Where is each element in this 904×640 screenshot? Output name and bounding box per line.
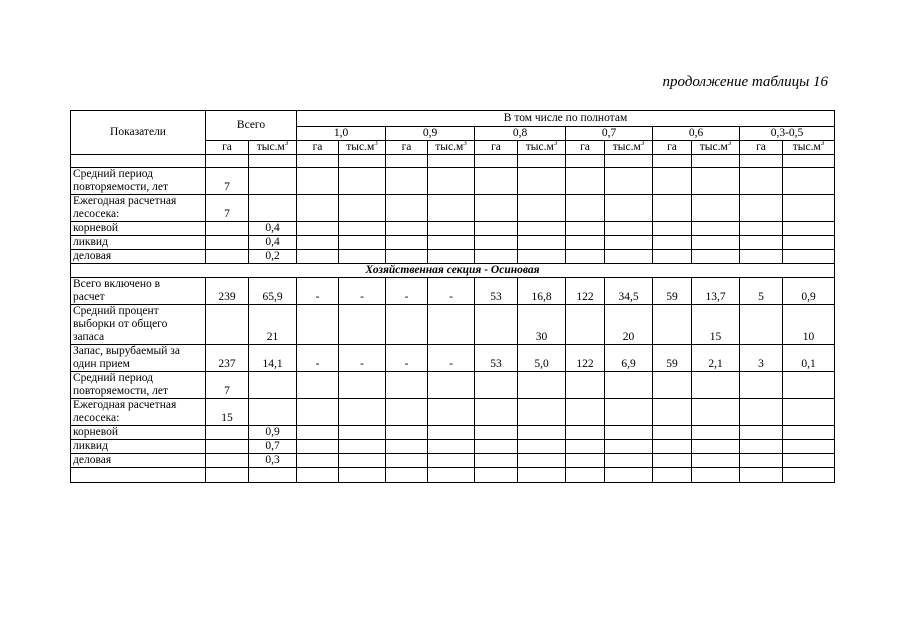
section-title: Хозяйственная секция - Осиновая — [71, 264, 835, 278]
value-cell — [297, 250, 339, 264]
value-cell: 20 — [605, 305, 653, 345]
unit-volume-header: $тыс.м^3$ — [783, 141, 835, 155]
value-cell — [740, 222, 783, 236]
table-row — [71, 168, 835, 195]
value-cell: - — [428, 278, 475, 305]
value-cell: - — [386, 278, 428, 305]
value-cell — [206, 454, 249, 468]
unit-ha-header: га — [297, 141, 339, 155]
empty-cell — [475, 468, 518, 483]
value-cell — [339, 250, 386, 264]
value-cell — [653, 372, 692, 399]
empty-cell — [249, 468, 297, 483]
value-cell — [783, 236, 835, 250]
empty-cell — [206, 155, 249, 168]
row-label: Всего включено в расчет — [71, 278, 206, 305]
value-cell — [428, 250, 475, 264]
value-cell — [783, 250, 835, 264]
table-row — [71, 345, 835, 372]
empty-cell — [386, 468, 428, 483]
value-cell: 0,9 — [249, 426, 297, 440]
table-row — [71, 399, 835, 426]
unit-volume-header: $тыс.м^3$ — [605, 141, 653, 155]
table-row — [71, 440, 835, 454]
value-cell — [653, 236, 692, 250]
value-cell — [249, 399, 297, 426]
value-cell — [339, 195, 386, 222]
value-cell — [692, 195, 740, 222]
unit-volume-header: $тыс.м^3$ — [339, 141, 386, 155]
value-cell — [783, 372, 835, 399]
row-label: Средний период повторяемости, лет — [71, 168, 206, 195]
row-label: корневой — [71, 426, 206, 440]
value-cell — [475, 195, 518, 222]
value-cell — [386, 440, 428, 454]
header-total: Всего — [206, 111, 297, 141]
unit-ha-header: га — [475, 141, 518, 155]
table-row — [71, 195, 835, 222]
value-cell — [566, 454, 605, 468]
value-cell: - — [339, 278, 386, 305]
empty-row — [71, 468, 835, 483]
value-cell — [475, 222, 518, 236]
unit-volume-header: $тыс.м^3$ — [518, 141, 566, 155]
value-cell — [566, 372, 605, 399]
value-cell — [653, 250, 692, 264]
value-cell: 0,4 — [249, 236, 297, 250]
value-cell — [740, 399, 783, 426]
value-cell — [653, 426, 692, 440]
value-cell — [740, 250, 783, 264]
value-cell — [653, 399, 692, 426]
value-cell — [386, 195, 428, 222]
unit-volume-header: $тыс.м^3$ — [692, 141, 740, 155]
unit-volume-header: $тыс.м^3$ — [428, 141, 475, 155]
empty-cell — [339, 468, 386, 483]
value-cell — [518, 195, 566, 222]
value-cell — [386, 222, 428, 236]
row-label: Ежегодная расчетная лесосека: — [71, 399, 206, 426]
value-cell — [783, 426, 835, 440]
value-cell: - — [339, 345, 386, 372]
value-cell — [605, 440, 653, 454]
value-cell — [566, 168, 605, 195]
empty-cell — [71, 468, 206, 483]
value-cell — [653, 454, 692, 468]
value-cell — [605, 168, 653, 195]
value-cell — [428, 454, 475, 468]
value-cell — [566, 426, 605, 440]
value-cell — [783, 399, 835, 426]
empty-cell — [605, 468, 653, 483]
empty-cell — [653, 468, 692, 483]
density-header: 0,3-0,5 — [740, 127, 835, 141]
density-header: 0,7 — [566, 127, 653, 141]
value-cell: 21 — [249, 305, 297, 345]
value-cell — [605, 250, 653, 264]
empty-cell — [566, 468, 605, 483]
value-cell: 6,9 — [605, 345, 653, 372]
value-cell — [740, 236, 783, 250]
table-row — [71, 454, 835, 468]
value-cell — [428, 195, 475, 222]
value-cell — [692, 372, 740, 399]
value-cell — [653, 195, 692, 222]
value-cell: 0,9 — [783, 278, 835, 305]
empty-cell — [297, 155, 339, 168]
row-label: Ежегодная расчетная лесосека: — [71, 195, 206, 222]
value-cell — [740, 440, 783, 454]
empty-cell — [692, 468, 740, 483]
value-cell — [297, 168, 339, 195]
value-cell — [605, 195, 653, 222]
value-cell: 7 — [206, 168, 249, 195]
value-cell — [297, 222, 339, 236]
table-row — [71, 250, 835, 264]
value-cell — [297, 236, 339, 250]
unit-volume-header: $тыс.м^3$ — [249, 141, 297, 155]
value-cell — [783, 195, 835, 222]
value-cell: 10 — [783, 305, 835, 345]
value-cell — [605, 426, 653, 440]
section-row — [71, 264, 835, 278]
empty-cell — [783, 468, 835, 483]
value-cell: 0,7 — [249, 440, 297, 454]
empty-cell — [428, 468, 475, 483]
row-label: Запас, вырубаемый за один прием — [71, 345, 206, 372]
empty-cell — [206, 468, 249, 483]
empty-cell — [518, 468, 566, 483]
value-cell: 30 — [518, 305, 566, 345]
value-cell — [740, 372, 783, 399]
value-cell: 65,9 — [249, 278, 297, 305]
value-cell — [566, 440, 605, 454]
value-cell — [386, 426, 428, 440]
value-cell — [783, 168, 835, 195]
value-cell — [428, 426, 475, 440]
value-cell — [518, 440, 566, 454]
value-cell — [740, 426, 783, 440]
value-cell — [692, 222, 740, 236]
value-cell — [428, 305, 475, 345]
row-label: Средний период повторяемости, лет — [71, 372, 206, 399]
table-row — [71, 426, 835, 440]
value-cell — [297, 195, 339, 222]
unit-ha-header: га — [386, 141, 428, 155]
value-cell — [339, 454, 386, 468]
row-label: ликвид — [71, 236, 206, 250]
value-cell — [475, 236, 518, 250]
value-cell — [428, 236, 475, 250]
value-cell — [249, 168, 297, 195]
value-cell: 7 — [206, 195, 249, 222]
density-header: 1,0 — [297, 127, 386, 141]
value-cell — [475, 250, 518, 264]
row-label: деловая — [71, 250, 206, 264]
value-cell: 0,3 — [249, 454, 297, 468]
value-cell — [566, 399, 605, 426]
value-cell — [428, 440, 475, 454]
value-cell: 5,0 — [518, 345, 566, 372]
value-cell: 14,1 — [249, 345, 297, 372]
value-cell — [297, 440, 339, 454]
value-cell: 237 — [206, 345, 249, 372]
empty-cell — [518, 155, 566, 168]
value-cell: 2,1 — [692, 345, 740, 372]
value-cell: 3 — [740, 345, 783, 372]
value-cell: 0,4 — [249, 222, 297, 236]
empty-cell — [740, 468, 783, 483]
value-cell — [386, 168, 428, 195]
value-cell — [339, 372, 386, 399]
empty-cell — [740, 155, 783, 168]
value-cell — [692, 250, 740, 264]
value-cell: 7 — [206, 372, 249, 399]
table-row — [71, 222, 835, 236]
value-cell — [475, 305, 518, 345]
value-cell: 59 — [653, 345, 692, 372]
value-cell — [518, 426, 566, 440]
value-cell — [428, 399, 475, 426]
value-cell — [249, 372, 297, 399]
empty-cell — [566, 155, 605, 168]
value-cell — [386, 399, 428, 426]
value-cell — [605, 399, 653, 426]
value-cell — [566, 195, 605, 222]
value-cell — [386, 305, 428, 345]
value-cell: 122 — [566, 278, 605, 305]
value-cell: 0,1 — [783, 345, 835, 372]
row-label: деловая — [71, 454, 206, 468]
empty-cell — [386, 155, 428, 168]
value-cell: 53 — [475, 345, 518, 372]
value-cell — [206, 236, 249, 250]
value-cell — [605, 236, 653, 250]
value-cell — [518, 168, 566, 195]
empty-cell — [297, 468, 339, 483]
empty-row — [71, 155, 835, 168]
row-label: Средний процент выборки от общего запаса — [71, 305, 206, 345]
value-cell — [605, 222, 653, 236]
value-cell — [386, 236, 428, 250]
value-cell — [518, 399, 566, 426]
value-cell: 53 — [475, 278, 518, 305]
empty-cell — [653, 155, 692, 168]
value-cell — [249, 195, 297, 222]
value-cell — [206, 222, 249, 236]
value-cell — [518, 222, 566, 236]
value-cell — [206, 305, 249, 345]
value-cell — [339, 168, 386, 195]
table-row — [71, 305, 835, 345]
value-cell — [692, 454, 740, 468]
value-cell: 15 — [692, 305, 740, 345]
density-header: 0,8 — [475, 127, 566, 141]
value-cell — [605, 372, 653, 399]
empty-cell — [692, 155, 740, 168]
value-cell: 34,5 — [605, 278, 653, 305]
value-cell — [339, 399, 386, 426]
value-cell: 15 — [206, 399, 249, 426]
empty-cell — [249, 155, 297, 168]
value-cell: 239 — [206, 278, 249, 305]
value-cell: - — [297, 278, 339, 305]
value-cell — [740, 195, 783, 222]
unit-ha-header: га — [566, 141, 605, 155]
value-cell — [566, 305, 605, 345]
value-cell — [566, 250, 605, 264]
value-cell — [692, 440, 740, 454]
row-label: корневой — [71, 222, 206, 236]
unit-ha-header: га — [653, 141, 692, 155]
row-label: ликвид — [71, 440, 206, 454]
value-cell — [206, 250, 249, 264]
table-row — [71, 372, 835, 399]
value-cell — [297, 454, 339, 468]
value-cell: 0,2 — [249, 250, 297, 264]
value-cell — [518, 372, 566, 399]
value-cell — [297, 372, 339, 399]
value-cell: 59 — [653, 278, 692, 305]
value-cell: - — [386, 345, 428, 372]
value-cell — [783, 454, 835, 468]
empty-cell — [475, 155, 518, 168]
table-row — [71, 278, 835, 305]
value-cell — [206, 440, 249, 454]
value-cell — [475, 168, 518, 195]
value-cell — [605, 454, 653, 468]
value-cell — [692, 168, 740, 195]
unit-ha-header: га — [206, 141, 249, 155]
value-cell — [206, 426, 249, 440]
unit-ha-header: га — [740, 141, 783, 155]
value-cell — [653, 222, 692, 236]
value-cell — [475, 454, 518, 468]
value-cell — [297, 399, 339, 426]
value-cell — [692, 399, 740, 426]
value-cell — [386, 250, 428, 264]
value-cell — [783, 222, 835, 236]
value-cell — [339, 426, 386, 440]
table-caption: продолжение таблицы 16 — [662, 74, 828, 90]
empty-cell — [339, 155, 386, 168]
value-cell — [297, 305, 339, 345]
value-cell — [518, 454, 566, 468]
value-cell — [653, 305, 692, 345]
value-cell — [386, 454, 428, 468]
table-row — [71, 236, 835, 250]
density-header: 0,6 — [653, 127, 740, 141]
value-cell — [339, 222, 386, 236]
value-cell — [740, 305, 783, 345]
value-cell — [428, 222, 475, 236]
value-cell — [783, 440, 835, 454]
empty-cell — [783, 155, 835, 168]
value-cell — [297, 426, 339, 440]
value-cell — [740, 168, 783, 195]
value-cell — [692, 426, 740, 440]
value-cell — [653, 440, 692, 454]
value-cell — [566, 222, 605, 236]
value-cell — [518, 236, 566, 250]
header-indicators: Показатели — [71, 111, 206, 155]
empty-cell — [71, 155, 206, 168]
value-cell — [566, 236, 605, 250]
value-cell — [475, 399, 518, 426]
value-cell — [428, 372, 475, 399]
value-cell — [518, 250, 566, 264]
value-cell: 122 — [566, 345, 605, 372]
value-cell: 13,7 — [692, 278, 740, 305]
value-cell — [692, 236, 740, 250]
value-cell: - — [428, 345, 475, 372]
value-cell — [475, 372, 518, 399]
value-cell — [475, 440, 518, 454]
value-cell — [475, 426, 518, 440]
empty-cell — [605, 155, 653, 168]
value-cell — [339, 440, 386, 454]
value-cell — [386, 372, 428, 399]
value-cell — [653, 168, 692, 195]
table-body — [71, 155, 835, 483]
data-table — [70, 110, 835, 483]
empty-cell — [428, 155, 475, 168]
density-header: 0,9 — [386, 127, 475, 141]
value-cell — [339, 236, 386, 250]
value-cell — [428, 168, 475, 195]
value-cell: 16,8 — [518, 278, 566, 305]
value-cell — [339, 305, 386, 345]
value-cell: 5 — [740, 278, 783, 305]
value-cell — [740, 454, 783, 468]
header-including: В том числе по полнотам — [297, 111, 835, 127]
value-cell: - — [297, 345, 339, 372]
